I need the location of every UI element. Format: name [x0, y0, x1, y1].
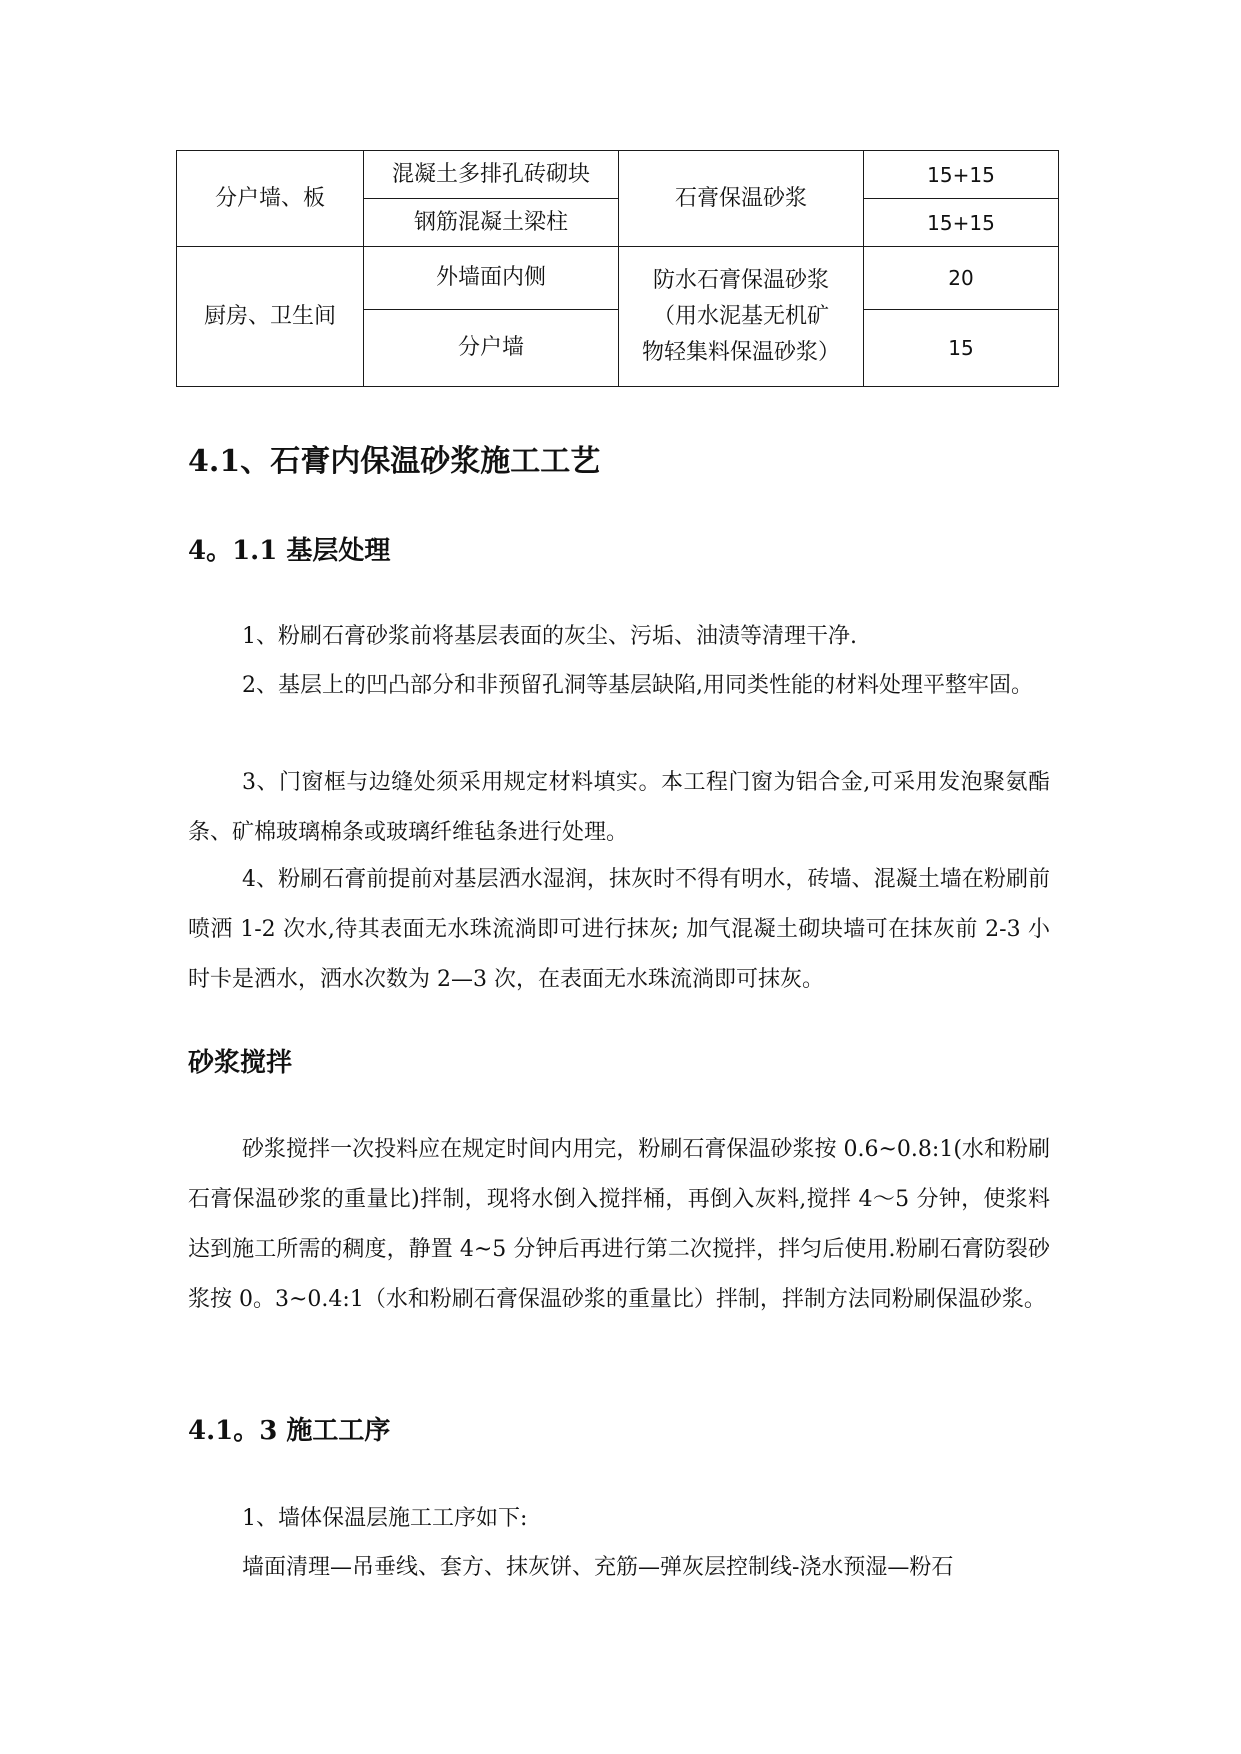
insulation-spec-table: [176, 150, 1059, 387]
table-row: [177, 247, 1059, 310]
subsection-heading-base-treatment: 4。1.1 基层处理: [188, 536, 391, 566]
table-cell-thickness: 15+15: [864, 199, 1059, 247]
table-cell-material: 石膏保温砂浆: [619, 151, 864, 247]
subsection-heading-mortar-mixing: 砂浆搅拌: [188, 1048, 293, 1078]
table-cell-base: 混凝土多排孔砖砌块: [364, 151, 619, 199]
section-heading: 4.1、石膏内保温砂浆施工工艺: [188, 444, 601, 479]
table-cell-thickness: 20: [864, 247, 1059, 310]
paragraph: 墙面清理—吊垂线、套方、抹灰饼、充筋—弹灰层控制线-浇水预湿—粉石: [242, 1555, 954, 1580]
paragraph: 4、粉刷石膏前提前对基层洒水湿润，抹灰时不得有明水，砖墙、混凝土墙在粉刷前喷洒 1-2 次水,待其表面无水珠流淌即可进行抹灰; 加气混凝土砌块墙可在抹灰前 2-3 小时卡是洒水，洒水次数为 2—3 次，在表面无水珠流淌即可抹灰。: [188, 867, 1050, 992]
table-cell-base: 外墙面内侧: [364, 247, 619, 310]
material-line: 防水石膏保温砂浆: [652, 267, 829, 293]
paragraph: 2、基层上的凹凸部分和非预留孔洞等基层缺陷,用同类性能的材料处理平整牢固。: [242, 673, 1033, 698]
table-cell-thickness: 15+15: [864, 151, 1059, 199]
paragraph: 1、墙体保温层施工工序如下:: [242, 1506, 528, 1531]
paragraph: 1、粉刷石膏砂浆前将基层表面的灰尘、污垢、油渍等清理干净.: [242, 624, 857, 649]
table-row: [177, 151, 1059, 199]
table-cell-base: 分户墙: [364, 310, 619, 387]
table-cell-group: 分户墙、板: [177, 151, 364, 247]
table-cell-thickness: 15: [864, 310, 1059, 387]
table-cell-group: 厨房、卫生间: [177, 247, 364, 387]
table-cell-base: 钢筋混凝土梁柱: [364, 199, 619, 247]
paragraph: 3、门窗框与边缝处须采用规定材料填实。本工程门窗为铝合金,可采用发泡聚氨酯条、矿棉玻璃棉条或玻璃纤维毡条进行处理。: [188, 770, 1050, 845]
material-line: （用水泥基无机矿: [652, 303, 829, 329]
paragraph: 砂浆搅拌一次投料应在规定时间内用完，粉刷石膏保温砂浆按 0.6~0.8:1(水和粉刷石膏保温砂浆的重量比)拌制，现将水倒入搅拌桶，再倒入灰料,搅拌 4～5 分钟，使浆料达到施工所需的稠度，静置 4~5 分钟后再进行第二次搅拌，拌匀后使用.粉刷石膏防裂砂浆按 0。3~0.4:1（水和粉刷石膏保温砂浆的重量比）拌制，拌制方法同粉刷保温砂浆。: [188, 1137, 1050, 1312]
table-cell-material: [619, 247, 864, 387]
subsection-heading-construction-process: 4.1。3 施工工序: [188, 1416, 391, 1446]
material-line: 物轻集料保温砂浆）: [641, 339, 840, 365]
